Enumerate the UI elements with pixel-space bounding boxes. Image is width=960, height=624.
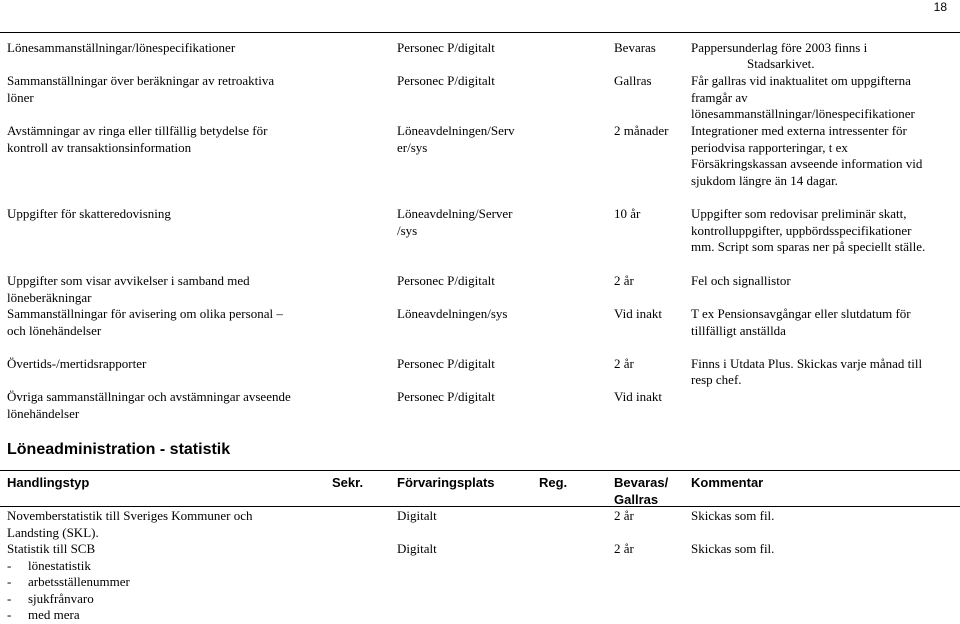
header-type: Handlingstyp	[7, 475, 90, 490]
type-cell: Övriga sammanställningar och avstämningar avseende lönehändelser	[7, 389, 291, 421]
header-rule	[0, 32, 960, 33]
place-cell: Löneavdelningen/Serv er/sys	[397, 123, 515, 155]
comment-cell: Skickas som fil.	[691, 541, 775, 556]
header-keep: Bevaras/ Gallras	[614, 475, 669, 507]
keep-cell: 2 år	[614, 508, 634, 523]
comment-cell: Integrationer med externa intressenter för periodvisa rapporteringar, t ex Försäkringskassan avseende information vid sjukdom längre än 14 dagar.	[691, 123, 923, 188]
table-top-rule	[0, 470, 960, 471]
section-title: Löneadministration - statistik	[7, 441, 231, 458]
comment-cell: Finns i Utdata Plus. Skickas varje månad till	[691, 356, 923, 371]
keep-cell: Gallras	[614, 73, 652, 88]
header-bottom-rule	[0, 506, 960, 507]
place-cell: Personec P/digitalt	[397, 273, 495, 288]
keep-cell: Vid inakt	[614, 389, 662, 404]
comment-cell: Skickas som fil.	[691, 508, 775, 523]
type-cell: Uppgifter för skatteredovisning	[7, 206, 171, 221]
place-cell: Personec P/digitalt	[397, 356, 495, 371]
keep-cell: 2 år	[614, 273, 634, 288]
header-reg: Reg.	[539, 475, 568, 490]
type-cell: Uppgifter som visar avvikelser i samband med löneberäkningar	[7, 273, 250, 305]
type-cell: Statistik till SCB - lönestatistik - arbetsställenummer - sjukfrånvaro - med mera	[7, 541, 130, 624]
type-cell: Övertids-/mertidsrapporter	[7, 356, 147, 371]
place-cell: Löneavdelningen/sys	[397, 306, 508, 321]
place-cell: Löneavdelning/Server /sys	[397, 206, 513, 238]
comment-cell-cont: Stadsarkivet.	[747, 56, 815, 71]
place-cell: Personec P/digitalt	[397, 40, 495, 55]
comment-cell: Fel och signallistor	[691, 273, 791, 288]
header-comment: Kommentar	[691, 475, 764, 490]
type-cell: Sammanställningar för avisering om olika personal – och lönehändelser	[7, 306, 283, 338]
type-cell: Avstämningar av ringa eller tillfällig betydelse för kontroll av transaktionsinformation	[7, 123, 268, 155]
comment-cell-cont: resp chef.	[691, 372, 742, 387]
list-item: - arbetsställenummer	[7, 574, 130, 591]
list-item: - lönestatistik	[7, 558, 130, 575]
type-cell: Lönesammanställningar/lönespecifikationer	[7, 40, 236, 55]
place-cell: Digitalt	[397, 541, 437, 556]
keep-cell: 2 månader	[614, 123, 669, 138]
list-item: - sjukfrånvaro	[7, 591, 130, 608]
keep-cell: 10 år	[614, 206, 641, 221]
page-number: 18	[933, 0, 947, 14]
place-cell: Personec P/digitalt	[397, 73, 495, 88]
comment-cell: Pappersunderlag före 2003 finns i	[691, 40, 868, 55]
comment-cell: Får gallras vid inaktualitet om uppgifterna framgår av lönesammanställningar/lönespecifikationer	[691, 73, 915, 121]
type-cell: Novemberstatistik till Sveriges Kommuner och Landsting (SKL).	[7, 508, 253, 540]
place-cell: Digitalt	[397, 508, 437, 523]
type-cell: Sammanställningar över beräkningar av retroaktiva löner	[7, 73, 275, 105]
header-place: Förvaringsplats	[397, 475, 495, 490]
bullet-list	[7, 558, 130, 624]
keep-cell: Vid inakt	[614, 306, 662, 321]
place-cell: Personec P/digitalt	[397, 389, 495, 404]
table-row	[7, 40, 235, 57]
keep-cell: Bevaras	[614, 40, 656, 55]
keep-cell: 2 år	[614, 356, 634, 371]
keep-cell: 2 år	[614, 541, 634, 556]
comment-cell: Uppgifter som redovisar preliminär skatt, kontrolluppgifter, uppbördsspecifikationer mm. Script som sparas ner på speciellt ställe.	[691, 206, 926, 254]
header-sekr: Sekr.	[332, 475, 364, 490]
comment-cell: T ex Pensionsavgångar eller slutdatum för tillfälligt anställda	[691, 306, 911, 338]
list-item: - med mera	[7, 607, 130, 624]
